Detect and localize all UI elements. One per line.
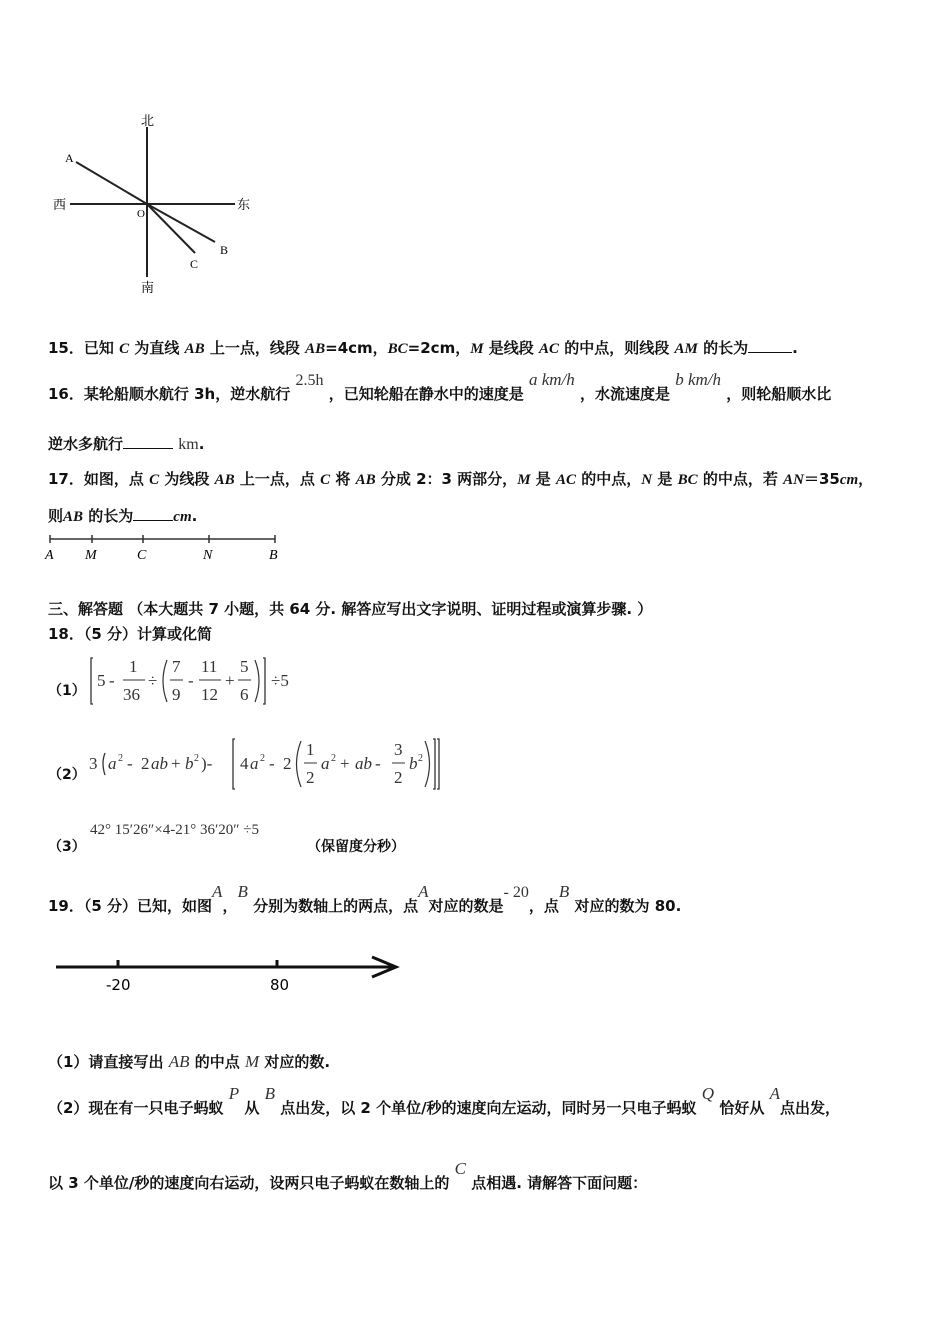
svg-text:+: + xyxy=(225,671,235,690)
segment-label-c: C xyxy=(137,548,147,563)
svg-text:÷5: ÷5 xyxy=(271,671,289,690)
question-18-title: 18．（5 分）计算或化简 xyxy=(48,625,213,643)
question-16: 16．某轮船顺水航行 3h，逆水航行 2.5h ，已知轮船在静水中的速度是 a km/h ，水流速度是 b km/h ，则轮船顺水比 xyxy=(48,370,832,403)
svg-text:7: 7 xyxy=(172,657,181,676)
svg-text:+: + xyxy=(340,754,350,773)
svg-text:4: 4 xyxy=(240,754,249,773)
svg-text:2: 2 xyxy=(394,768,403,787)
ray-c xyxy=(147,204,195,253)
svg-text:5: 5 xyxy=(240,657,249,676)
label-c: C xyxy=(190,257,199,271)
answer-blank-17[interactable] xyxy=(133,520,173,521)
svg-text:12: 12 xyxy=(201,685,218,704)
svg-text:2: 2 xyxy=(418,753,423,764)
question-19-part2: （2）现在有一只电子蚂蚁 P 从 B 点出发，以 2 个单位/秒的速度向左运动，同时另一只电子蚂蚁 Q 恰好从 A点出发， xyxy=(48,1084,840,1117)
label-north: 北 xyxy=(141,113,155,128)
q18-expression-1 xyxy=(85,652,305,712)
question-17: 17．如图，点 C 为线段 AB 上一点，点 C 将 AB 分成 2：3 两部分，M 是 AC 的中点，N 是 BC 的中点，若 AN＝35cm， xyxy=(48,470,874,488)
svg-text:36: 36 xyxy=(123,685,140,704)
question-17-line2: 则AB 的长为 cm. xyxy=(48,507,198,525)
svg-text:-: - xyxy=(375,754,381,773)
question-19-part1: （1）请直接写出 AB 的中点 M 对应的数. xyxy=(48,1052,331,1071)
svg-text:-: - xyxy=(269,754,275,773)
answer-blank-16[interactable] xyxy=(123,448,173,449)
svg-text:a: a xyxy=(321,754,330,773)
svg-text:6: 6 xyxy=(240,685,249,704)
svg-text:-: - xyxy=(127,754,133,773)
svg-text:2: 2 xyxy=(260,753,265,764)
label-a: A xyxy=(65,151,74,165)
tick-label-minus-20: -20 xyxy=(106,976,131,994)
svg-text:3: 3 xyxy=(89,754,98,773)
q18-expression-2 xyxy=(85,733,455,795)
svg-text:11: 11 xyxy=(201,657,218,676)
segment-diagram xyxy=(40,533,290,565)
svg-text:a: a xyxy=(108,754,117,773)
compass-diagram xyxy=(40,105,270,300)
question-19-part2-line2: 以 3 个单位/秒的速度向右运动，设两只电子蚂蚁在数轴上的 C 点相遇. 请解答下面问题： xyxy=(48,1159,648,1192)
question-19: 19．（5 分）已知，如图A，B 分别为数轴上的两点，点A对应的数是- 20，点B 对应的数为 80. xyxy=(48,882,682,915)
svg-text:9: 9 xyxy=(172,685,181,704)
svg-text:÷: ÷ xyxy=(148,671,158,690)
ray-b xyxy=(147,204,215,242)
svg-text:2: 2 xyxy=(194,753,199,764)
number-line xyxy=(50,950,410,998)
svg-text:b: b xyxy=(185,754,194,773)
svg-text:b: b xyxy=(409,754,418,773)
q18-part1-label: （1） xyxy=(48,683,86,699)
label-south: 南 xyxy=(141,280,155,295)
label-east: 东 xyxy=(237,197,251,212)
svg-text:2: 2 xyxy=(306,768,315,787)
svg-text:a: a xyxy=(250,754,259,773)
segment-label-n: N xyxy=(203,548,213,563)
q18-part2-label: （2） xyxy=(48,767,86,783)
svg-text:1: 1 xyxy=(306,740,315,759)
section-heading: 三、解答题 （本大题共 7 小题，共 64 分. 解答应写出文字说明、证明过程或演算步骤. ） xyxy=(48,600,653,618)
svg-text:2: 2 xyxy=(283,754,292,773)
svg-text:-: - xyxy=(109,671,115,690)
svg-text:2: 2 xyxy=(141,754,150,773)
svg-text:3: 3 xyxy=(394,740,403,759)
segment-label-a: A xyxy=(45,548,54,563)
svg-text:2: 2 xyxy=(331,753,336,764)
svg-text:ab: ab xyxy=(151,754,168,773)
q18-expression-3: 42° 15′26″×4-21° 36′20″ ÷5 xyxy=(90,822,259,838)
segment-label-b: B xyxy=(269,548,278,563)
svg-text:2: 2 xyxy=(118,753,123,764)
ray-a xyxy=(76,162,147,204)
q18-part3-label: （3） xyxy=(48,839,86,855)
svg-text:1: 1 xyxy=(129,657,138,676)
label-west: 西 xyxy=(53,197,67,212)
q18-part3-note: （保留度分秒） xyxy=(307,839,405,855)
label-o: O xyxy=(137,208,145,220)
label-b: B xyxy=(220,243,229,257)
question-16-line2: 逆水多航行 km. xyxy=(48,435,205,453)
svg-text:+: + xyxy=(171,754,181,773)
answer-blank-15[interactable] xyxy=(748,352,792,353)
svg-text:-: - xyxy=(188,671,194,690)
svg-text:ab: ab xyxy=(355,754,372,773)
svg-text:5: 5 xyxy=(97,671,106,690)
question-15: 15．已知 C 为直线 AB 上一点，线段 AB=4cm，BC=2cm，M 是线段 AC 的中点，则线段 AM 的长为 . xyxy=(48,339,798,357)
tick-label-80: 80 xyxy=(270,976,290,994)
svg-text:)-: )- xyxy=(201,754,213,773)
segment-label-m: M xyxy=(85,548,97,563)
